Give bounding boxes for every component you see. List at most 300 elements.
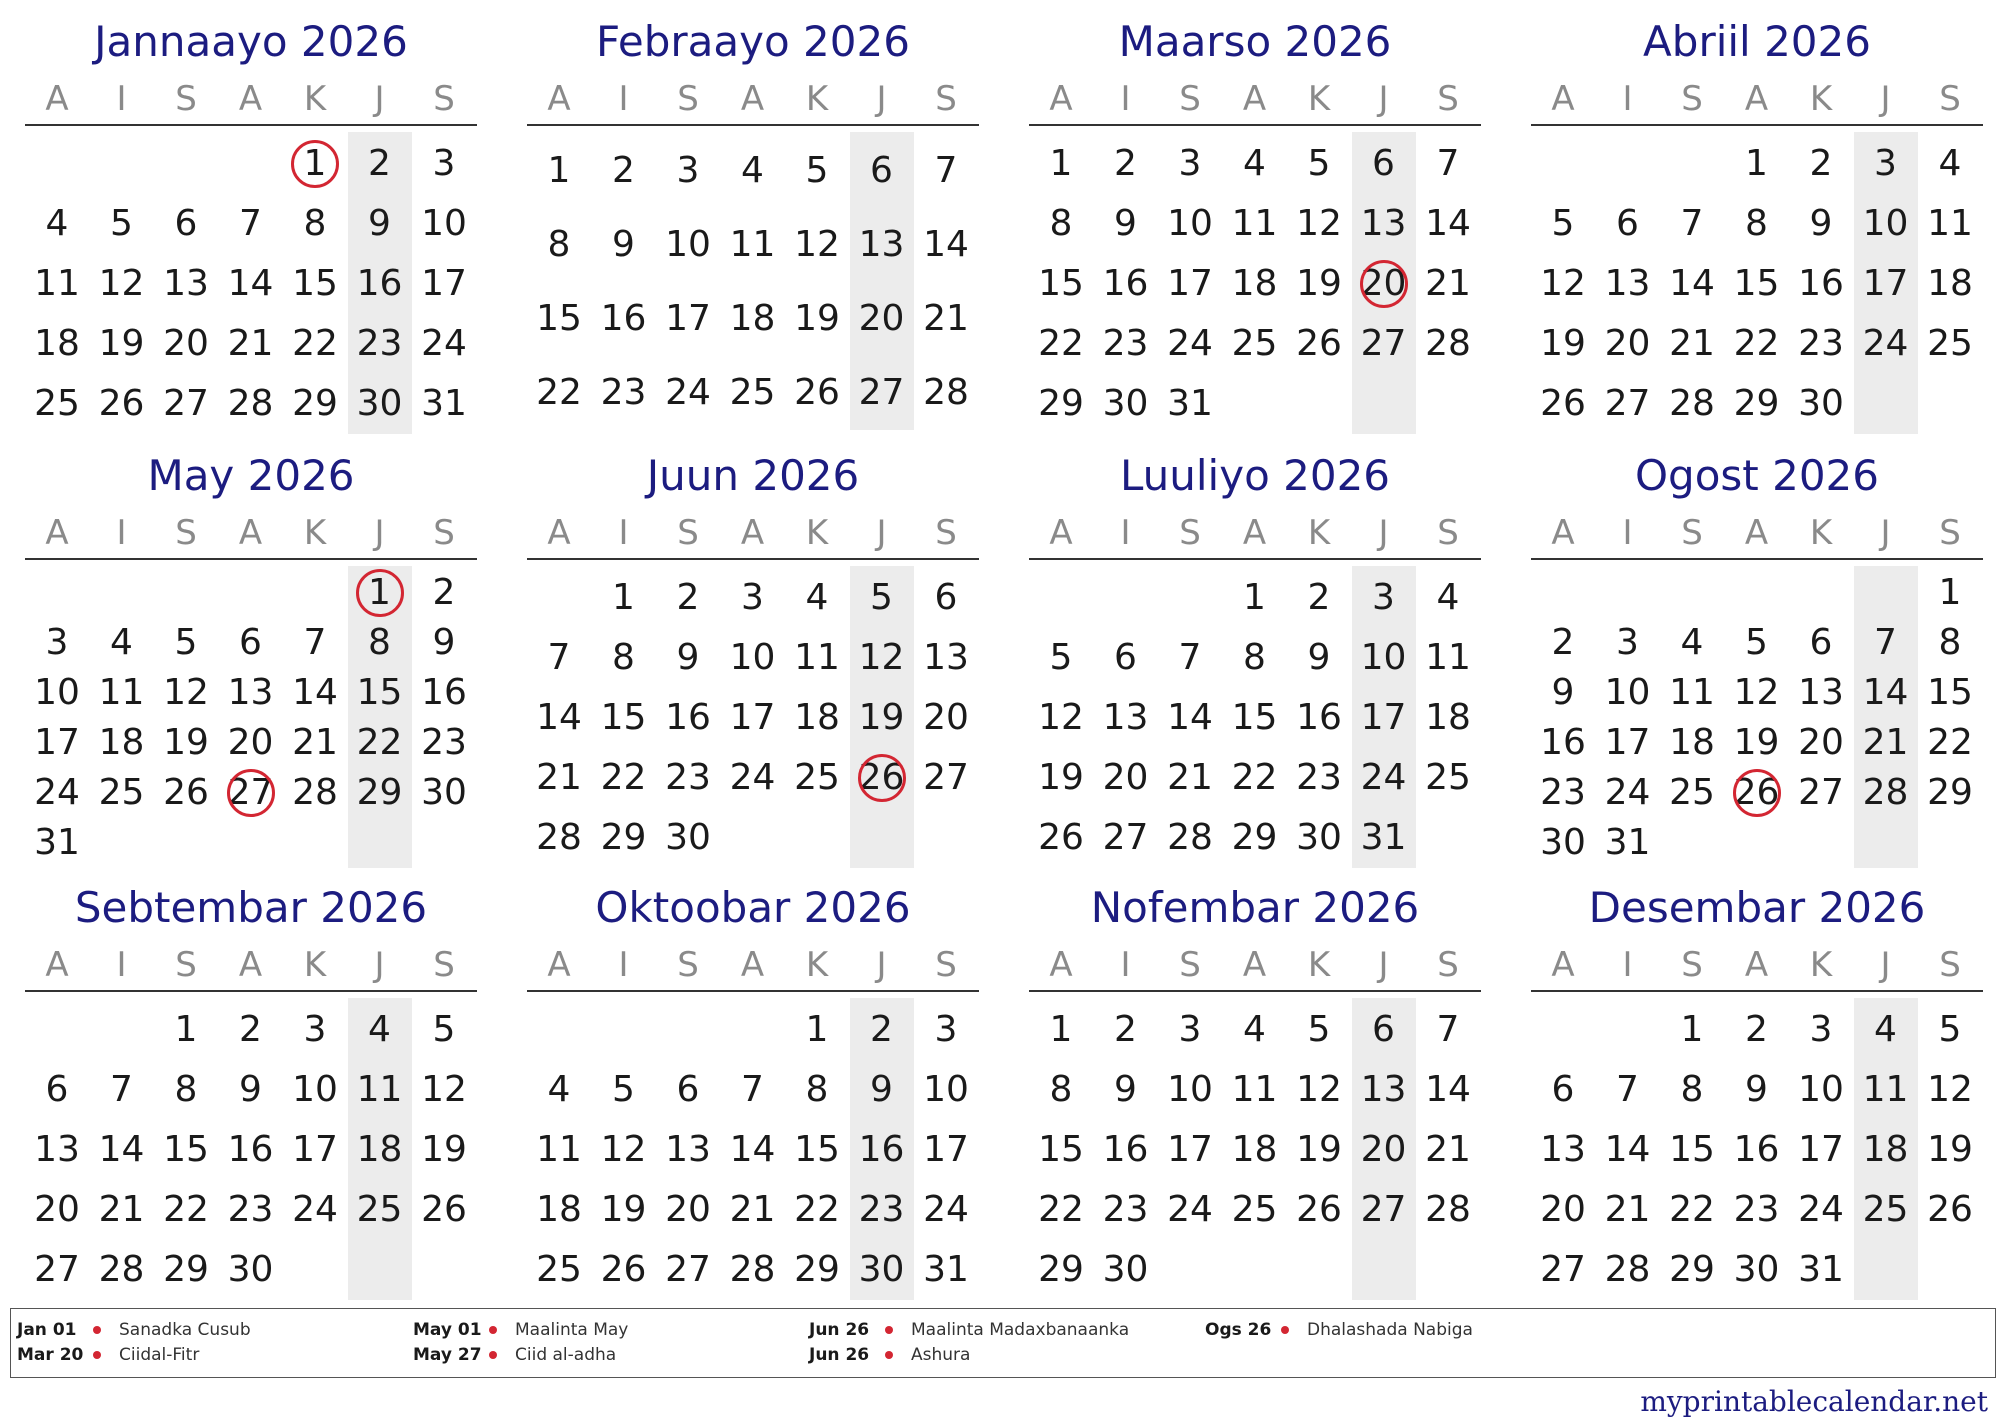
day-number: 21 bbox=[1604, 1189, 1651, 1230]
day-number: 4 bbox=[110, 622, 133, 663]
day-number: 13 bbox=[858, 224, 905, 265]
day-number: 22 bbox=[794, 1189, 840, 1230]
day-number: 30 bbox=[665, 817, 711, 858]
day-number: 6 bbox=[1809, 622, 1833, 663]
day-number: 29 bbox=[1231, 817, 1278, 858]
day-number: 27 bbox=[34, 1249, 80, 1290]
weekday-label: K bbox=[1307, 945, 1331, 985]
day-number: 16 bbox=[1733, 1129, 1780, 1170]
day-number: 23 bbox=[665, 757, 711, 798]
day-number: 7 bbox=[239, 203, 262, 244]
day-number: 28 bbox=[536, 817, 582, 858]
day-number: 4 bbox=[741, 150, 764, 191]
weekday-label: S bbox=[175, 945, 197, 985]
day-number: 8 bbox=[1243, 637, 1266, 678]
day-number: 7 bbox=[1436, 1009, 1460, 1050]
day-number: 14 bbox=[729, 1129, 776, 1170]
month-title: Abriil 2026 bbox=[1643, 17, 1871, 66]
friday-column-band bbox=[1854, 566, 1919, 868]
legend-dot-icon bbox=[885, 1351, 893, 1359]
day-number: 14 bbox=[536, 697, 582, 738]
day-number: 14 bbox=[227, 263, 274, 304]
weekday-label: A bbox=[547, 79, 571, 119]
day-number: 7 bbox=[934, 150, 958, 191]
day-number: 12 bbox=[1927, 1069, 1973, 1110]
day-number: 4 bbox=[1243, 143, 1266, 184]
day-number: 2 bbox=[1307, 577, 1331, 618]
weekday-label: K bbox=[1307, 79, 1331, 119]
day-number: 19 bbox=[1296, 1129, 1342, 1170]
day-number: 2 bbox=[1745, 1009, 1768, 1050]
weekday-label: I bbox=[1622, 513, 1633, 553]
day-number: 16 bbox=[858, 1129, 905, 1170]
legend-dot-icon bbox=[489, 1326, 497, 1334]
weekday-label: S bbox=[1681, 79, 1703, 119]
day-number: 8 bbox=[1049, 1069, 1073, 1110]
day-number: 4 bbox=[1436, 577, 1460, 618]
day-number: 27 bbox=[163, 383, 209, 424]
day-number: 21 bbox=[227, 323, 274, 364]
day-number: 24 bbox=[1167, 1189, 1213, 1230]
day-number: 15 bbox=[163, 1129, 209, 1170]
day-number: 4 bbox=[1938, 143, 1962, 184]
day-number: 21 bbox=[1862, 722, 1909, 763]
day-number: 5 bbox=[432, 1009, 456, 1050]
day-number: 30 bbox=[356, 383, 403, 424]
weekday-label: S bbox=[935, 79, 957, 119]
day-number: 19 bbox=[1927, 1129, 1973, 1170]
day-number: 17 bbox=[292, 1129, 338, 1170]
day-number: 22 bbox=[1231, 757, 1278, 798]
day-number: 28 bbox=[1425, 1189, 1471, 1230]
day-number: 24 bbox=[1167, 323, 1213, 364]
weekday-label: S bbox=[935, 513, 957, 553]
day-number: 13 bbox=[1360, 1069, 1407, 1110]
day-number: 25 bbox=[1862, 1189, 1909, 1230]
day-number: 10 bbox=[1604, 672, 1651, 713]
holiday-ring bbox=[1733, 769, 1781, 817]
weekday-header bbox=[1029, 944, 1481, 986]
weekday-label: A bbox=[1744, 79, 1769, 119]
day-number: 14 bbox=[1604, 1129, 1651, 1170]
day-number: 12 bbox=[1296, 203, 1342, 244]
legend-name: Dhalashada Nabiga bbox=[1307, 1319, 1473, 1340]
day-number: 24 bbox=[421, 323, 467, 364]
day-number: 29 bbox=[292, 383, 338, 424]
day-number: 3 bbox=[1874, 143, 1897, 184]
weekday-label: A bbox=[1744, 945, 1769, 985]
day-number: 28 bbox=[923, 372, 969, 413]
weekday-label: A bbox=[1242, 513, 1267, 553]
day-number: 10 bbox=[292, 1069, 338, 1110]
day-number: 16 bbox=[600, 298, 647, 339]
day-number: 7 bbox=[110, 1069, 133, 1110]
weekday-header bbox=[1029, 78, 1481, 120]
day-number: 1 bbox=[368, 572, 391, 613]
day-number: 27 bbox=[858, 372, 905, 413]
day-number: 25 bbox=[794, 757, 840, 798]
month-title: Maarso 2026 bbox=[1118, 17, 1392, 66]
day-number: 1 bbox=[1938, 572, 1962, 613]
day-number: 29 bbox=[1038, 1249, 1084, 1290]
day-number: 5 bbox=[805, 150, 829, 191]
day-number: 15 bbox=[356, 672, 403, 713]
legend-dot-icon bbox=[885, 1326, 893, 1334]
legend-date: May 27 bbox=[413, 1344, 482, 1365]
day-number: 22 bbox=[1669, 1189, 1715, 1230]
day-number: 9 bbox=[1745, 1069, 1768, 1110]
day-number: 28 bbox=[227, 383, 274, 424]
day-number: 5 bbox=[612, 1069, 635, 1110]
day-number: 23 bbox=[1540, 772, 1586, 813]
day-number: 24 bbox=[1798, 1189, 1844, 1230]
day-number: 28 bbox=[1604, 1249, 1651, 1290]
legend-item bbox=[413, 1344, 628, 1369]
day-number: 29 bbox=[1733, 383, 1780, 424]
weekday-label: A bbox=[1551, 945, 1575, 985]
day-number: 7 bbox=[1874, 622, 1897, 663]
weekday-label: S bbox=[1179, 513, 1201, 553]
weekday-label: J bbox=[374, 513, 385, 553]
day-number: 27 bbox=[227, 772, 274, 813]
day-number: 24 bbox=[665, 372, 711, 413]
legend-item bbox=[1205, 1319, 1473, 1344]
day-number: 19 bbox=[421, 1129, 467, 1170]
month-block bbox=[527, 0, 979, 420]
day-number: 7 bbox=[1680, 203, 1704, 244]
day-number: 26 bbox=[98, 383, 145, 424]
day-number: 10 bbox=[1167, 1069, 1213, 1110]
day-number: 17 bbox=[1798, 1129, 1844, 1170]
legend-item bbox=[17, 1344, 251, 1369]
day-number: 21 bbox=[536, 757, 582, 798]
day-number: 10 bbox=[1360, 637, 1407, 678]
weekday-label: I bbox=[618, 945, 629, 985]
day-number: 25 bbox=[356, 1189, 403, 1230]
legend-date: May 01 bbox=[413, 1319, 482, 1340]
day-number: 10 bbox=[34, 672, 80, 713]
day-number: 22 bbox=[356, 722, 403, 763]
day-number: 26 bbox=[1540, 383, 1586, 424]
day-number: 14 bbox=[1425, 1069, 1471, 1110]
day-number: 8 bbox=[303, 203, 327, 244]
weekday-label: A bbox=[238, 945, 263, 985]
day-number: 22 bbox=[1038, 323, 1084, 364]
weekday-header bbox=[25, 512, 477, 554]
weekday-label: A bbox=[547, 945, 571, 985]
month-block bbox=[1029, 0, 1481, 424]
day-number: 14 bbox=[292, 672, 338, 713]
day-number: 1 bbox=[547, 150, 571, 191]
weekday-header bbox=[1531, 944, 1983, 986]
day-number: 5 bbox=[1049, 637, 1073, 678]
legend-item bbox=[809, 1344, 1129, 1369]
weekday-label: J bbox=[1880, 513, 1891, 553]
day-number: 3 bbox=[303, 1009, 327, 1050]
day-number: 27 bbox=[1360, 323, 1407, 364]
legend-name: Sanadka Cusub bbox=[119, 1319, 251, 1340]
day-number: 5 bbox=[110, 203, 133, 244]
day-number: 18 bbox=[1669, 722, 1715, 763]
weekday-label: S bbox=[175, 79, 197, 119]
day-number: 21 bbox=[1167, 757, 1213, 798]
day-number: 23 bbox=[1102, 1189, 1149, 1230]
day-number: 10 bbox=[1167, 203, 1213, 244]
weekday-label: J bbox=[876, 945, 887, 985]
day-number: 26 bbox=[1733, 772, 1780, 813]
day-number: 21 bbox=[1669, 323, 1715, 364]
weekday-label: A bbox=[740, 945, 765, 985]
month-divider bbox=[1531, 558, 1983, 560]
day-number: 3 bbox=[1372, 577, 1395, 618]
legend-column bbox=[413, 1319, 628, 1369]
weekday-label: S bbox=[677, 945, 699, 985]
weekday-label: J bbox=[1378, 79, 1389, 119]
day-number: 31 bbox=[923, 1249, 969, 1290]
month-block bbox=[1531, 0, 1983, 424]
weekday-label: A bbox=[1049, 513, 1073, 553]
holiday-ring bbox=[291, 140, 339, 188]
day-number: 21 bbox=[98, 1189, 145, 1230]
day-number: 3 bbox=[741, 577, 764, 618]
day-number: 18 bbox=[356, 1129, 403, 1170]
day-number: 19 bbox=[858, 697, 905, 738]
day-number: 17 bbox=[729, 697, 776, 738]
day-number: 25 bbox=[729, 372, 776, 413]
day-number: 15 bbox=[1669, 1129, 1715, 1170]
day-number: 13 bbox=[1102, 697, 1149, 738]
day-number: 13 bbox=[163, 263, 209, 304]
day-number: 18 bbox=[34, 323, 80, 364]
day-number: 4 bbox=[1874, 1009, 1897, 1050]
day-number: 13 bbox=[227, 672, 274, 713]
day-number: 11 bbox=[1231, 203, 1278, 244]
day-number: 25 bbox=[1425, 757, 1471, 798]
day-number: 4 bbox=[1680, 622, 1704, 663]
weekday-label: S bbox=[175, 513, 197, 553]
day-number: 4 bbox=[805, 577, 829, 618]
legend-item bbox=[809, 1319, 1129, 1344]
legend-date: Ogs 26 bbox=[1205, 1319, 1272, 1340]
day-number: 28 bbox=[1425, 323, 1471, 364]
day-number: 3 bbox=[1616, 622, 1639, 663]
day-number: 23 bbox=[1798, 323, 1844, 364]
day-number: 30 bbox=[858, 1249, 905, 1290]
day-number: 7 bbox=[1616, 1069, 1639, 1110]
day-number: 30 bbox=[1102, 1249, 1149, 1290]
day-number: 13 bbox=[1360, 203, 1407, 244]
day-number: 1 bbox=[1243, 577, 1266, 618]
legend-date: Jun 26 bbox=[809, 1319, 870, 1340]
day-number: 24 bbox=[729, 757, 776, 798]
day-number: 9 bbox=[239, 1069, 262, 1110]
day-number: 27 bbox=[923, 757, 969, 798]
day-number: 2 bbox=[870, 1009, 893, 1050]
weekday-label: S bbox=[1681, 513, 1703, 553]
day-number: 25 bbox=[1927, 323, 1973, 364]
day-number: 12 bbox=[1038, 697, 1084, 738]
day-number: 18 bbox=[1862, 1129, 1909, 1170]
weekday-label: S bbox=[1179, 79, 1201, 119]
day-number: 26 bbox=[794, 372, 840, 413]
day-number: 1 bbox=[1049, 1009, 1073, 1050]
day-number: 6 bbox=[1372, 143, 1395, 184]
day-number: 1 bbox=[1680, 1009, 1704, 1050]
day-number: 23 bbox=[1733, 1189, 1780, 1230]
month-block bbox=[527, 866, 979, 1290]
day-number: 22 bbox=[600, 757, 647, 798]
day-number: 14 bbox=[1167, 697, 1213, 738]
weekday-label: S bbox=[935, 945, 957, 985]
weekday-label: J bbox=[1378, 513, 1389, 553]
weekday-label: K bbox=[1809, 79, 1833, 119]
day-number: 18 bbox=[536, 1189, 582, 1230]
day-number: 30 bbox=[227, 1249, 274, 1290]
day-number: 20 bbox=[227, 722, 274, 763]
day-number: 15 bbox=[1733, 263, 1780, 304]
day-number: 29 bbox=[1038, 383, 1084, 424]
day-number: 9 bbox=[368, 203, 391, 244]
day-number: 17 bbox=[421, 263, 467, 304]
day-number: 25 bbox=[1231, 323, 1278, 364]
weekday-label: K bbox=[805, 79, 829, 119]
holiday-legend bbox=[10, 1308, 1996, 1378]
day-number: 17 bbox=[1167, 263, 1213, 304]
day-number: 22 bbox=[1038, 1189, 1084, 1230]
day-number: 1 bbox=[1049, 143, 1073, 184]
weekday-label: K bbox=[303, 513, 327, 553]
day-number: 2 bbox=[1114, 1009, 1137, 1050]
day-number: 3 bbox=[676, 150, 700, 191]
weekday-label: S bbox=[677, 513, 699, 553]
legend-item bbox=[413, 1319, 628, 1344]
day-number: 9 bbox=[432, 622, 456, 663]
day-number: 2 bbox=[368, 143, 391, 184]
month-divider bbox=[1531, 990, 1983, 992]
day-number: 18 bbox=[1231, 1129, 1278, 1170]
day-number: 1 bbox=[805, 1009, 829, 1050]
month-title: Jannaayo 2026 bbox=[94, 17, 408, 66]
day-number: 3 bbox=[432, 143, 456, 184]
day-number: 15 bbox=[292, 263, 338, 304]
day-number: 26 bbox=[1296, 323, 1342, 364]
day-number: 26 bbox=[858, 757, 905, 798]
day-number: 8 bbox=[1049, 203, 1073, 244]
weekday-label: S bbox=[677, 79, 699, 119]
month-block bbox=[25, 0, 477, 424]
day-number: 28 bbox=[1669, 383, 1715, 424]
day-number: 20 bbox=[34, 1189, 80, 1230]
day-number: 21 bbox=[729, 1189, 776, 1230]
day-number: 23 bbox=[1296, 757, 1342, 798]
day-number: 15 bbox=[1038, 263, 1084, 304]
holiday-ring bbox=[227, 769, 275, 817]
legend-column bbox=[809, 1319, 1129, 1369]
day-number: 22 bbox=[536, 372, 582, 413]
weekday-label: A bbox=[740, 513, 765, 553]
month-title: Nofembar 2026 bbox=[1090, 883, 1420, 932]
day-number: 9 bbox=[1307, 637, 1331, 678]
day-number: 29 bbox=[163, 1249, 209, 1290]
day-number: 30 bbox=[1102, 383, 1149, 424]
day-number: 10 bbox=[665, 224, 711, 265]
month-divider bbox=[25, 558, 477, 560]
day-number: 2 bbox=[1809, 143, 1833, 184]
weekday-label: A bbox=[45, 513, 69, 553]
month-block bbox=[527, 434, 979, 858]
day-number: 19 bbox=[1733, 722, 1780, 763]
day-number: 26 bbox=[1927, 1189, 1973, 1230]
day-number: 19 bbox=[1296, 263, 1342, 304]
day-number: 24 bbox=[292, 1189, 338, 1230]
weekday-label: K bbox=[1809, 513, 1833, 553]
day-number: 22 bbox=[1733, 323, 1780, 364]
day-number: 26 bbox=[163, 772, 209, 813]
day-number: 11 bbox=[1231, 1069, 1278, 1110]
month-divider bbox=[1029, 124, 1481, 126]
day-number: 11 bbox=[98, 672, 145, 713]
day-number: 18 bbox=[1425, 697, 1471, 738]
day-number: 29 bbox=[794, 1249, 840, 1290]
day-number: 23 bbox=[421, 722, 467, 763]
day-number: 8 bbox=[368, 622, 391, 663]
weekday-label: S bbox=[1939, 79, 1961, 119]
day-number: 6 bbox=[239, 622, 262, 663]
weekday-label: S bbox=[1681, 945, 1703, 985]
day-number: 6 bbox=[1616, 203, 1639, 244]
day-number: 8 bbox=[1680, 1069, 1704, 1110]
day-number: 16 bbox=[665, 697, 711, 738]
day-number: 21 bbox=[923, 298, 969, 339]
day-number: 9 bbox=[870, 1069, 893, 1110]
day-number: 15 bbox=[1231, 697, 1278, 738]
day-number: 9 bbox=[1114, 1069, 1137, 1110]
day-number: 6 bbox=[1372, 1009, 1395, 1050]
day-number: 19 bbox=[1540, 323, 1586, 364]
day-number: 3 bbox=[1178, 143, 1202, 184]
day-number: 29 bbox=[1927, 772, 1973, 813]
month-title: Luuliyo 2026 bbox=[1119, 451, 1391, 500]
day-number: 12 bbox=[1733, 672, 1780, 713]
weekday-label: I bbox=[618, 79, 629, 119]
day-number: 5 bbox=[1307, 143, 1331, 184]
legend-dot-icon bbox=[1281, 1326, 1289, 1334]
day-number: 26 bbox=[600, 1249, 647, 1290]
weekday-header bbox=[527, 944, 979, 986]
legend-dot-icon bbox=[93, 1326, 101, 1334]
day-number: 12 bbox=[1540, 263, 1586, 304]
day-number: 13 bbox=[1798, 672, 1844, 713]
day-number: 1 bbox=[174, 1009, 198, 1050]
weekday-label: A bbox=[1744, 513, 1769, 553]
day-number: 27 bbox=[1102, 817, 1149, 858]
day-number: 17 bbox=[1604, 722, 1651, 763]
weekday-label: K bbox=[805, 513, 829, 553]
month-block bbox=[1029, 866, 1481, 1290]
day-number: 1 bbox=[612, 577, 635, 618]
day-number: 20 bbox=[163, 323, 209, 364]
day-number: 11 bbox=[1425, 637, 1471, 678]
day-number: 15 bbox=[536, 298, 582, 339]
day-number: 31 bbox=[421, 383, 467, 424]
day-number: 16 bbox=[421, 672, 467, 713]
day-number: 31 bbox=[1798, 1249, 1844, 1290]
weekday-header bbox=[1531, 512, 1983, 554]
month-divider bbox=[1029, 990, 1481, 992]
weekday-label: K bbox=[303, 79, 327, 119]
legend-name: Maalinta Madaxbanaanka bbox=[911, 1319, 1130, 1340]
month-divider bbox=[25, 124, 477, 126]
